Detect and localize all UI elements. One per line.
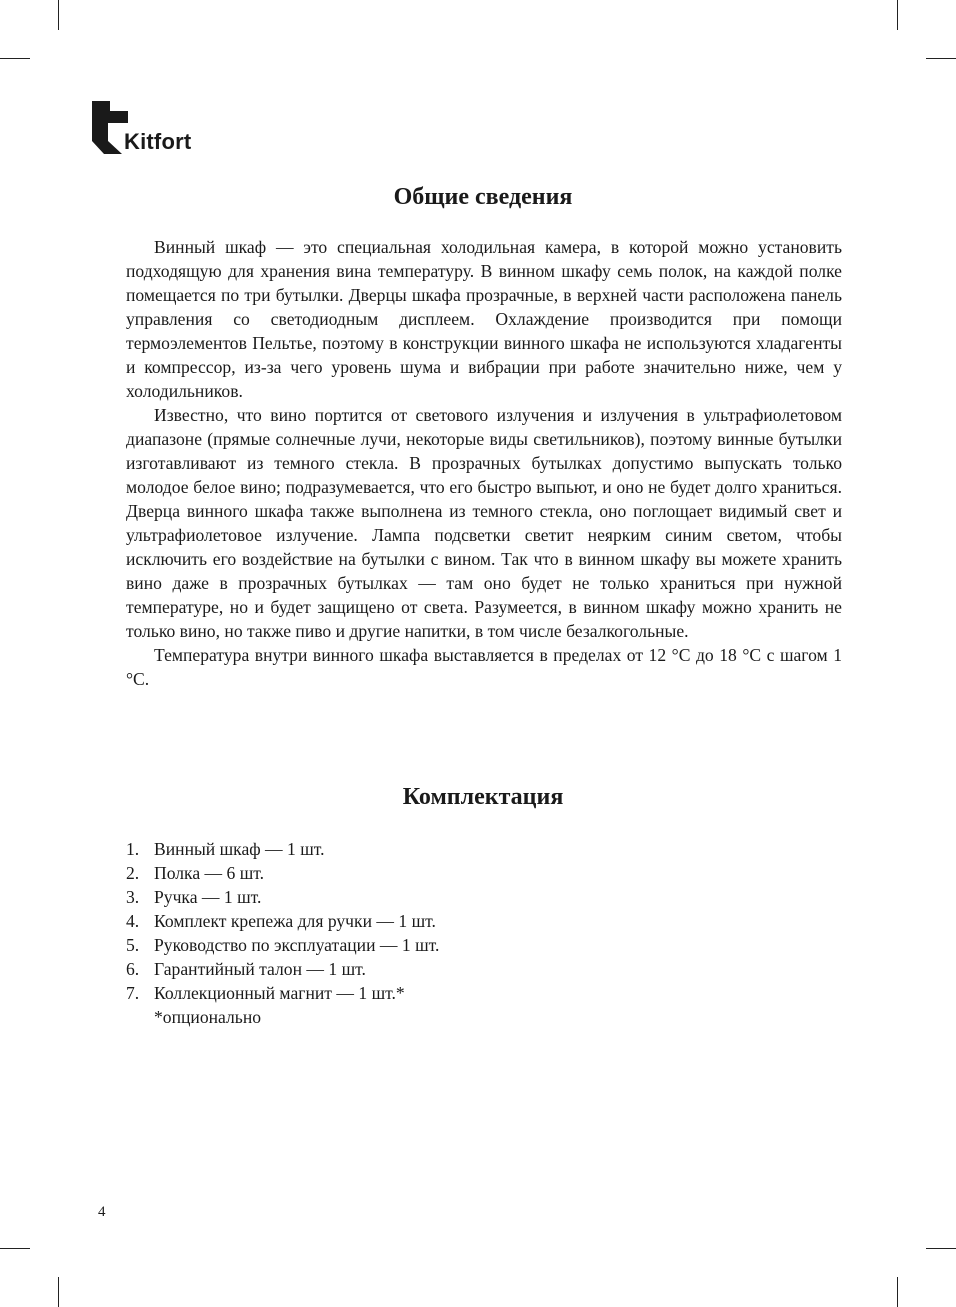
section-title-general: Общие сведения [393, 184, 573, 210]
general-body [126, 235, 842, 691]
section-title-kit: Комплектация [402, 784, 564, 810]
kit-item-text: Гарантийный талон — 1 шт. [154, 959, 366, 979]
general-paragraph-2: Известно, что вино портится от светового излучения и излучения в ультрафиолетовом диапазоне (прямые солнечные лучи, некоторые виды светильников), поэтому винные бутылки изготавливают из темного стекла. В прозрачных бутылках допустимо выпускать только молодое белое вино; подразумевается, что его быстро выпьют, и оно не будет долго храниться. Дверца винного шкафа также выполнена из темного стекла, оно поглощает видимый свет и ультрафиолетовое излучение. Лампа подсветки светит неярким синим светом, чтобы исключить его воздействие на бутылки с вином. Так что в винном шкафу вы можете хранить вино даже в прозрачных бутылках — там оно будет не только храниться при нужной температуре, но и будет защищено от света. Разумеется, в винном шкафу можно хранить не только вино, но также пиво и другие напитки, в том числе безалкогольные. [126, 405, 842, 641]
kit-item-text: Винный шкаф — 1 шт. [154, 839, 325, 859]
crop-mark-bottom-right-v [897, 1277, 898, 1307]
kit-item-number: 4. [126, 911, 140, 931]
kit-item-number: 1. [126, 839, 140, 859]
kit-list-item [126, 885, 726, 909]
kit-item-number: 2. [126, 863, 140, 883]
kit-footnote: *опционально [154, 1007, 262, 1027]
kit-item-text: Ручка — 1 шт. [154, 887, 262, 907]
kit-list-item [126, 981, 726, 1005]
kit-item-text: Полка — 6 шт. [154, 863, 265, 883]
kit-list-item [126, 957, 726, 981]
kit-list-item [126, 909, 726, 933]
crop-mark-top-right-v [897, 0, 898, 30]
kit-list-item [126, 933, 726, 957]
crop-mark-top-left-h [0, 58, 30, 59]
kit-list-item [126, 861, 726, 885]
crop-mark-top-right-h [926, 58, 956, 59]
kit-item-text: Комплект крепежа для ручки — 1 шт. [154, 911, 436, 931]
brand-name: Kitfort [124, 129, 192, 154]
page-number: 4 [98, 1204, 106, 1220]
crop-mark-bottom-left-v [58, 1277, 59, 1307]
crop-mark-top-left-v [58, 0, 59, 30]
kitfort-logo-icon [92, 101, 128, 154]
kit-item-number: 5. [126, 935, 140, 955]
kit-item-number: 7. [126, 983, 140, 1003]
crop-mark-bottom-left-h [0, 1248, 30, 1249]
kit-list-item [126, 837, 726, 861]
general-paragraph-3: Температура внутри винного шкафа выставляется в пределах от 12 °С до 18 °С с шагом 1 °С. [126, 645, 842, 689]
kit-list [126, 837, 726, 1005]
kit-item-text: Коллекционный магнит — 1 шт.* [154, 983, 405, 1003]
crop-mark-bottom-right-h [926, 1248, 956, 1249]
brand-logo [92, 101, 202, 157]
kit-item-text: Руководство по эксплуатации — 1 шт. [154, 935, 440, 955]
kit-item-number: 6. [126, 959, 140, 979]
general-paragraph-1: Винный шкаф — это специальная холодильная камера, в которой можно установить подходящую для хранения вина температуру. В винном шкафу семь полок, на каждой полке помещается по три бутылки. Дверцы шкафа прозрачные, в верхней части расположена панель управления со светодиодным дисплеем. Охлаждение производится при помощи термоэлементов Пельтье, поэтому в конструкции винного шкафа не используются хладагенты и компрессор, из-за чего уровень шума и вибрации при работе значительно ниже, чем у холодильников. [126, 237, 842, 401]
kit-item-number: 3. [126, 887, 140, 907]
